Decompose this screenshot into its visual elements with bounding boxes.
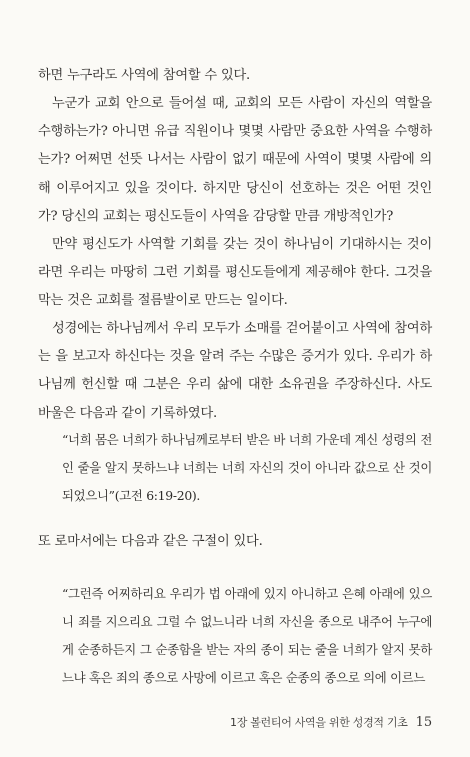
page-footer [230, 714, 432, 730]
paragraph-lay-opportunity: 만약 평신도가 사역할 기회를 갖는 것이 하나님이 기대하시는 것이라면 우리는 마땅히 그런 기회를 평신도들에게 제공해야 한다. 그것을 막는 것은 교회를 절름발이로 만드는 일이다. [38, 237, 432, 309]
page-number: 15 [415, 715, 433, 730]
paragraph-continuation: 하면 누구라도 사역에 참여할 수 있다. [38, 68, 251, 83]
scripture-quote-corinthians: “너희 몸은 너희가 하나님께로부터 받은 바 너희 가운데 계신 성령의 전인 줄을 알지 못하느냐 너희는 너희 자신의 것이 아니라 값으로 산 것이 되었으니”(고전 6:19-20). [62, 432, 432, 503]
paragraph-church-roles: 누군가 교회 안으로 들어설 때, 교회의 모든 사람이 자신의 역할을 수행하는가? 아니면 유급 직원이나 몇몇 사람만 중요한 사역을 수행하는가? 어쩌면 선뜻 나서는 사람이 없기 때문에 사역이 몇몇 사람에 의해 이루어지고 있을 것이다. 하지만 당신이 선호하는 것은 어떤 것인가? 당신의 교회는 평신도들이 사역을 감당할 만큼 개방적인가? [38, 96, 432, 224]
running-chapter-title: 1장 볼런티어 사역을 위한 성경적 기초 [230, 716, 408, 729]
scripture-quote-romans: “그런즉 어찌하리요 우리가 법 아래에 있지 아니하고 은혜 아래에 있으니 죄를 지으리요 그럴 수 없느니라 너희 자신을 종으로 내주어 누구에게 순종하든지 그 순종함을 받는 자의 종이 되는 줄을 너희가 알지 못하느냐 혹은 죄의 종으로 사망에 이르고 혹은 순종의 종으로 의에 이르느 [62, 586, 432, 685]
paragraph-biblical-evidence: 성경에는 하나님께서 우리 모두가 소매를 걷어붙이고 사역에 참여하는 을 보고자 하신다는 것을 알려 주는 수많은 증거가 있다. 우리가 하나님께 헌신할 때 그분은 우리 삶에 대한 소유권을 주장하신다. 사도 바울은 다음과 같이 기록하였다. [38, 321, 432, 421]
paragraph-transition: 또 로마서에는 다음과 같은 구절이 있다. [38, 534, 263, 549]
